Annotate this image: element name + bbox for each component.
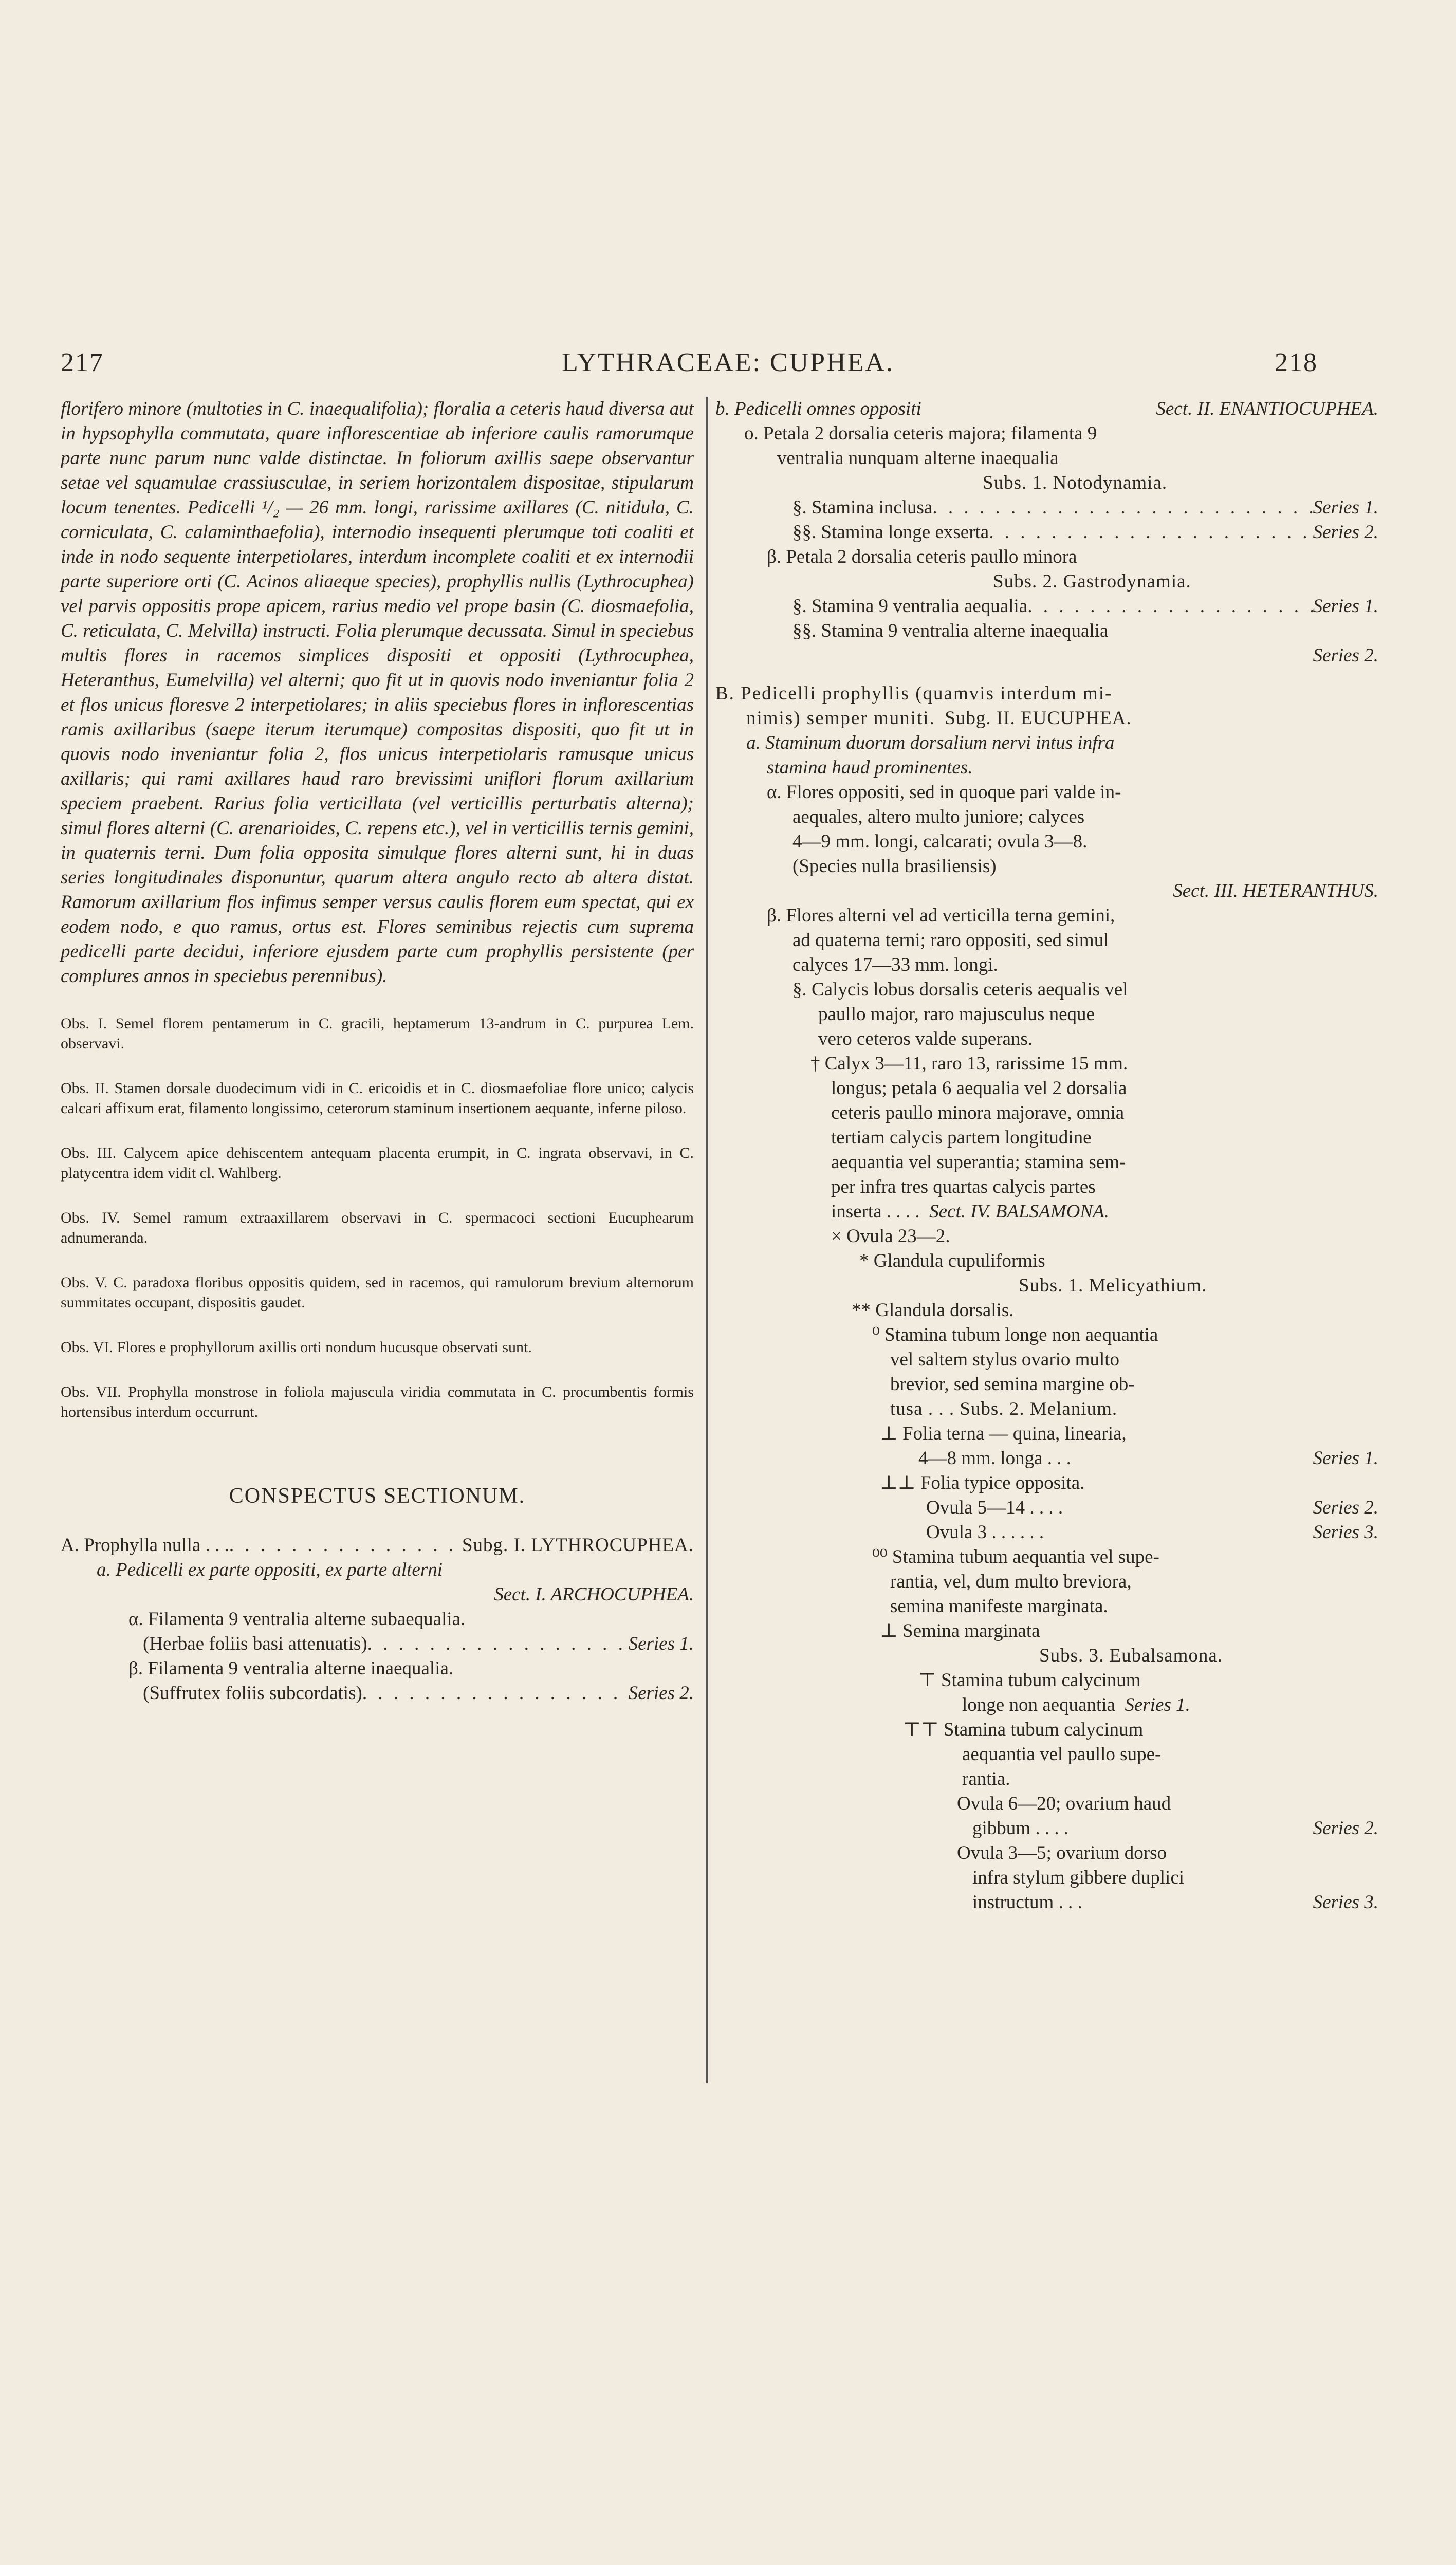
observation-6: Obs. VI. Flores e prophyllorum axillis orti nondum hucusque observati sunt. (61, 1339, 532, 1356)
key-calyx-2: paullo major, raro majusculus neque (818, 1004, 1095, 1025)
key-s3-series: Series 1. (1313, 596, 1378, 617)
key-glandula-2: ** Glandula dorsalis. (852, 1300, 1014, 1321)
key-semina: ⊥ Semina marginata (880, 1620, 1040, 1641)
key-s4-series-text: Series 2. (1313, 645, 1378, 666)
key-beta-series-line (61, 1681, 694, 1706)
key-s4-series (715, 643, 1378, 668)
key-beta-subsection: Subs. 2. Gastrodynamia. (993, 571, 1191, 592)
key-alpha-series: Series 1. (628, 1633, 694, 1654)
key-folia-1b-text: 4—8 mm. longa . . . (918, 1448, 1072, 1469)
key-B-text: nimis) semper muniti. (746, 708, 935, 729)
key-beta-right: β. Petala 2 dorsalia ceteris paullo minora (767, 546, 1077, 567)
key-b-section: Sect. II. ENANTIOCUPHEA. (1156, 398, 1378, 419)
key-s4: §§. Stamina 9 ventralia alterne inaequalia (792, 620, 1109, 641)
key-oo-stamina-1: ⁰⁰ Stamina tubum aequantia vel supe- (872, 1546, 1159, 1567)
observation-2: Obs. II. Stamen dorsale duodecimum vidi in C. ericoidis et in C. diosmaefoliae flore unico; calycis calcari affixum erat, filamento longissimo, ceterorum staminum insertionem aequante, inferne piloso. (61, 1080, 694, 1117)
key-s3 (715, 594, 1378, 619)
key-o-stamina-3: brevior, sed semina margine ob- (890, 1374, 1135, 1395)
key-Balpha-section (715, 879, 1378, 903)
conspectus-heading: CONSPECTUS SECTIONUM. (229, 1484, 526, 1508)
key-b (715, 397, 1378, 421)
key-ov6b-text: gibbum . . . . (972, 1818, 1069, 1839)
key-Balpha-4: (Species nulla brasiliensis) (792, 856, 997, 877)
key-inserta-section: Sect. IV. BALSAMONA. (929, 1201, 1109, 1222)
key-T2-2: aequantia vel paullo supe- (962, 1744, 1162, 1765)
key-T2-1: ⊤⊤ Stamina tubum calycinum (903, 1719, 1144, 1740)
observation-3: Obs. III. Calycem apice dehiscentem antequam placenta erumpit, in C. ingrata observavi, in C. platycentra idem vidit cl. Wahlberg. (61, 1145, 694, 1182)
key-beta-note: (Suffrutex foliis subcordatis) (143, 1683, 362, 1704)
key-calyx-3: vero ceteros valde superans. (818, 1028, 1033, 1049)
key-A-subgenus: Subg. I. LYTHROCUPHEA. (462, 1535, 694, 1556)
running-title: LYTHRACEAE: CUPHEA. (562, 348, 894, 377)
key-Ba-2: stamina haud prominentes. (767, 757, 973, 778)
key-dagger-1: † Calyx 3—11, raro 13, rarissime 15 mm. (810, 1053, 1128, 1074)
key-s3-text: §. Stamina 9 ventralia aequalia (792, 596, 1028, 617)
key-B-1: B. Pedicelli prophyllis (quamvis interdum mi- (715, 683, 1113, 704)
key-B-2 (715, 706, 1378, 731)
key-folia-1-series: Series 1. (1313, 1448, 1378, 1469)
key-ov3a: Ovula 3—5; ovarium dorso (957, 1842, 1167, 1863)
right-column (715, 397, 1378, 1915)
key-a: a. Pedicelli ex parte oppositi, ex parte alterni (97, 1559, 443, 1580)
observation-1: Obs. I. Semel florem pentamerum in C. gracili, heptamerum 13-andrum in C. purpurea Lem. observavi. (61, 1015, 694, 1052)
key-o-subsection: Subs. 1. Notodynamia. (983, 472, 1168, 493)
observation-7: Obs. VII. Prophylla monstrose in foliola majuscula viridia commutata in C. procumbentis formis hortensibus interdum occurrunt. (61, 1383, 694, 1420)
key-T1-2-text: longe non aequantia (962, 1694, 1115, 1715)
key-folia-1a: ⊥ Folia terna — quina, linearia, (880, 1423, 1127, 1444)
key-beta: β. Filamenta 9 ventralia alterne inaequalia. (128, 1658, 454, 1679)
key-ovula-b (715, 1520, 1378, 1545)
key-T1-1: ⊤ Stamina tubum calycinum (918, 1670, 1141, 1691)
key-beta-series: Series 2. (628, 1683, 694, 1704)
key-dagger-6: per infra tres quartas calycis partes (831, 1176, 1096, 1197)
page-number-right: 218 (1275, 348, 1318, 377)
observation-5: Obs. V. C. paradoxa floribus oppositis quidem, sed in racemos, qui ramulorum brevium alternorum summitates occupant, dispositis gaudet. (61, 1274, 694, 1311)
key-alpha-series-line (61, 1632, 694, 1656)
key-b-text: b. Pedicelli omnes oppositi (715, 398, 921, 419)
key-dagger-4: tertiam calycis partem longitudine (831, 1127, 1092, 1148)
key-inserta-text: inserta . . . . (831, 1201, 920, 1222)
key-dagger-2: longus; petala 6 aequalia vel 2 dorsalia (831, 1078, 1127, 1099)
key-Balpha-1: α. Flores oppositi, sed in quoque pari valde in- (767, 782, 1121, 803)
key-s1-series: Series 1. (1313, 497, 1378, 518)
key-Bbeta-2: ad quaterna terni; raro oppositi, sed simul (792, 930, 1109, 951)
page-number-left: 217 (61, 348, 104, 377)
key-ov6a: Ovula 6—20; ovarium haud (957, 1793, 1171, 1814)
key-tusa: tusa . . . Subs. 2. Melanium. (890, 1398, 1118, 1419)
key-o-2: ventralia nunquam alterne inaequalia (777, 448, 1059, 469)
key-o-stamina-1: ⁰ Stamina tubum longe non aequantia (872, 1324, 1158, 1345)
key-o-1: o. Petala 2 dorsalia ceteris majora; filamenta 9 (744, 423, 1097, 444)
key-ov3c (715, 1890, 1378, 1915)
key-Balpha-3: 4—9 mm. longi, calcarati; ovula 3—8. (792, 831, 1088, 852)
column-divider (706, 397, 708, 2083)
key-Ba-1: a. Staminum duorum dorsalium nervi intus infra (746, 732, 1115, 753)
key-glandula-1: * Glandula cupuliformis (859, 1250, 1045, 1271)
key-ov3-series: Series 3. (1313, 1892, 1378, 1913)
key-A-text: A. Prophylla nulla . . . (61, 1535, 229, 1556)
key-oo-stamina-2: rantia, vel, dum multo breviora, (890, 1571, 1132, 1592)
key-s2-text: §§. Stamina longe exserta (792, 522, 989, 543)
key-Bbeta-1: β. Flores alterni vel ad verticilla terna gemini, (767, 905, 1115, 926)
key-Balpha-2: aequales, altero multo juniore; calyces (792, 806, 1085, 827)
left-column (61, 397, 694, 1706)
key-alpha: α. Filamenta 9 ventralia alterne subaequalia. (128, 1609, 466, 1630)
key-inserta (715, 1200, 1378, 1224)
key-B-subgenus: Subg. II. EUCUPHEA. (945, 708, 1132, 729)
key-folia-2: ⊥⊥ Folia typice opposita. (880, 1472, 1085, 1493)
key-alpha-note: (Herbae foliis basi attenuatis) (143, 1633, 367, 1654)
key-s2 (715, 520, 1378, 545)
observation-4: Obs. IV. Semel ramum extraaxillarem observavi in C. spermacoci sectioni Eucuphearum adnumeranda. (61, 1209, 694, 1246)
key-semina-subsection: Subs. 3. Eubalsamona. (1039, 1645, 1223, 1666)
key-T1-2 (715, 1693, 1378, 1718)
key-oo-stamina-3: semina manifeste marginata. (890, 1596, 1108, 1617)
key-ov6b (715, 1816, 1378, 1841)
key-s1 (715, 495, 1378, 520)
key-ovula-a-text: Ovula 5—14 . . . . (926, 1497, 1063, 1518)
key-ov3b: infra stylum gibbere duplici (972, 1867, 1185, 1888)
key-ovula-b-series: Series 3. (1313, 1522, 1378, 1543)
key-glandula-1-subsection: Subs. 1. Melicyathium. (1019, 1275, 1207, 1296)
key-o-stamina-2: vel saltem stylus ovario multo (890, 1349, 1120, 1370)
key-dagger-5: aequantia vel superantia; stamina sem- (831, 1152, 1126, 1173)
key-ovula-a-series: Series 2. (1313, 1497, 1378, 1518)
key-ovula: × Ovula 23—2. (831, 1226, 950, 1247)
key-T1-series: Series 1. (1125, 1694, 1190, 1715)
body-paragraph: florifero minore (multoties in C. inaequalifolia); floralia a ceteris haud diversa aut in hypsophylla commutata, quare inflorescentiae ab inferiore caulis ramorumque parte nunc parum nunc valde distinctae. In foliorum axillis saepe observantur setae vel squamulae crassiusculae, in seriem horizontalem dispositae, stipularum locum tenentes. Pedicelli ¹/₂ — 26 mm. longi, rarissime axillares (C. nitidula, C. corniculata, C. calaminthaefolia), internodio insequenti plerumque toti coaliti et inde in nodo sequente interpetiolares, interdum incomplete coaliti et ex internodii parte superiore orti (C. Acinos aliaeque species), prophyllis nullis (Lythrocuphea) vel parvis oppositis prope apicem, rarius medio vel prope basin (C. diosmaefolia, C. reticulata, C. Melvilla) instructi. Folia plerumque decussata. Simul in speciebus multis flores in racemos simplices dispositi et oppositi (Lythrocuphea, Heteranthus, Eumelvilla) vel alterni; quo fit ut in quovis nodo inveniantur folia 2 et flos unicus floresve 2 interpetiolares; in aliis speciebus flores in inflorescentias ramis axillaribus (saepe iterum iterumque) compositas dispositi, quo fit ut in quovis nodo inveniantur folia 2, flos unicus interpetiolaris ramusque unicus axillaris; qui rami axillares haud raro brevissimi uniflori florum axillarium speciem praebent. Rarius folia verticillata (vel verticillis perturbatis alterna); simul flores alterni (C. arenarioides, C. repens etc.), vel in verticillis ternis gemini, in quaternis terni. Dum folia opposita simulque flores alterni sunt, hi in duas series longitudinales disponuntur, quarum altera angulo recto ab altera distat. Ramorum axillarium flos infimus semper versus caulis florem eum spectat, qui ex eodem nodo, e quo ramus, ortus est. Flores seminibus rejectis cum suprema pedicelli parte decidui, inferiore ejusdem parte cum prophyllis persistente (per complures annos in speciebus perennibus). (61, 398, 694, 987)
key-calyx-1: §. Calycis lobus dorsalis ceteris aequalis vel (792, 979, 1128, 1000)
key-Bbeta-3: calyces 17—33 mm. longi. (792, 954, 998, 975)
key-ov3c-text: instructum . . . (972, 1892, 1082, 1913)
key-folia-1b (715, 1446, 1378, 1471)
key-s2-series: Series 2. (1313, 522, 1378, 543)
key-Balpha-section-text: Sect. III. HETERANTHUS. (1173, 880, 1378, 901)
key-ovula-b-text: Ovula 3 . . . . . . (926, 1522, 1044, 1543)
key-ov6-series: Series 2. (1313, 1818, 1378, 1839)
key-ovula-a (715, 1496, 1378, 1520)
key-A (61, 1533, 694, 1558)
key-s1-text: §. Stamina inclusa (792, 497, 933, 518)
key-T2-3: rantia. (962, 1768, 1010, 1789)
key-dagger-3: ceteris paullo minora majorave, omnia (831, 1102, 1125, 1123)
key-a-section: Sect. I. ARCHOCUPHEA. (494, 1584, 694, 1605)
